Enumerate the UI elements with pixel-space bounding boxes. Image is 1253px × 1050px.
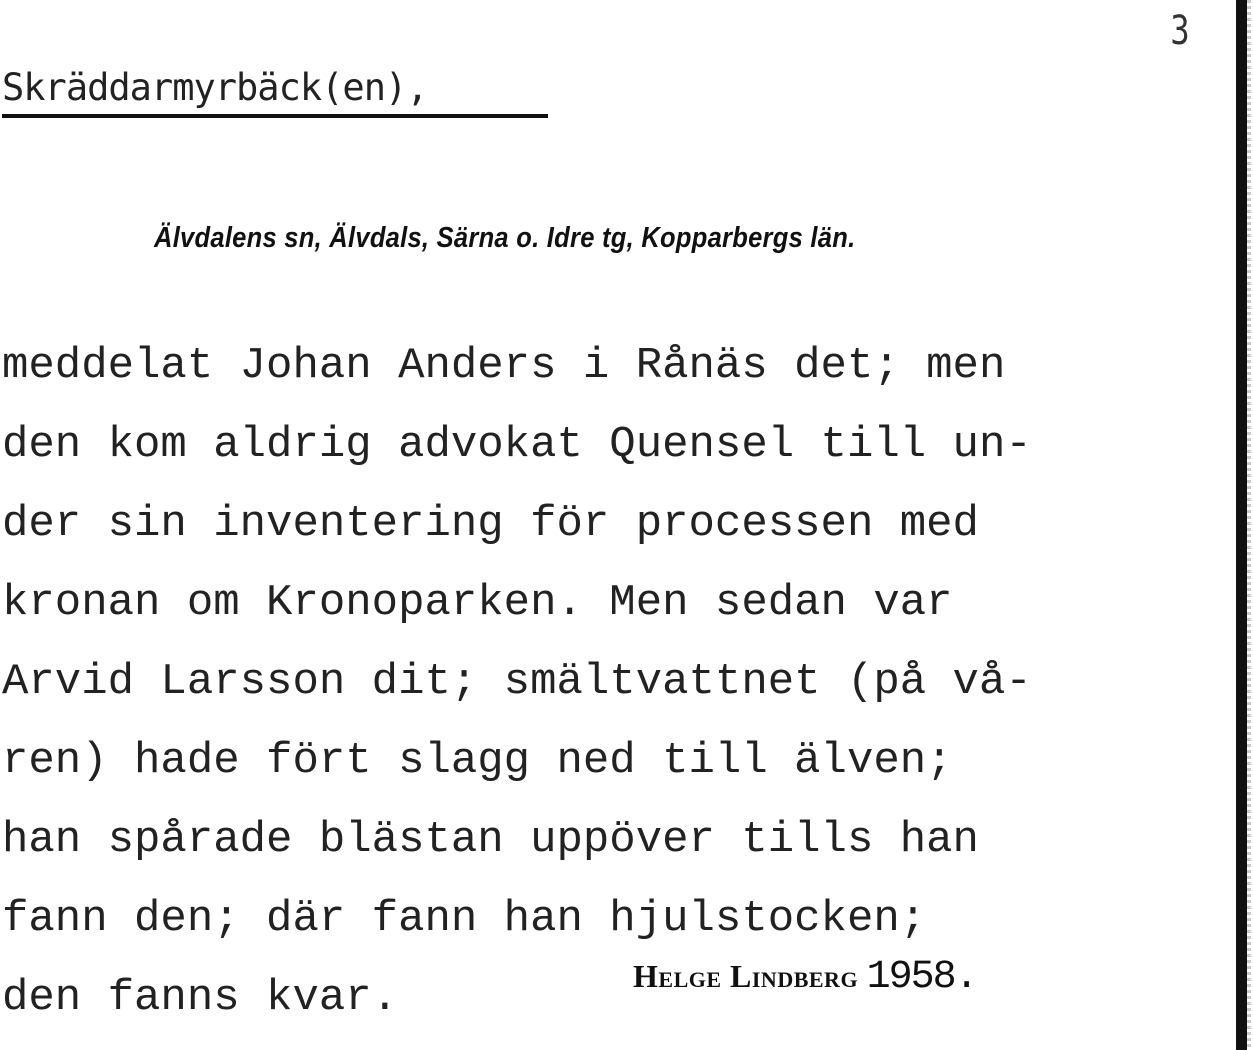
recorder-signature: [633, 955, 977, 1000]
page-number: 3: [1170, 8, 1190, 54]
text-line: Arvid Larsson dit; smältvattnet (på vå-: [2, 657, 1032, 707]
recorder-name: Helge Lindberg: [633, 958, 859, 994]
record-year: 1958.: [866, 955, 977, 1000]
text-line: han spårade blästan uppöver tills han: [2, 815, 979, 865]
card-title: Skräddarmyrbäck(en),: [2, 66, 428, 109]
text-line: den fanns kvar.: [2, 973, 399, 1023]
text-line: meddelat Johan Anders i Rånäs det; men: [2, 341, 1006, 391]
card-edge-shadow: [1247, 0, 1251, 1050]
card-edge: [1236, 0, 1247, 1050]
record-text: [2, 327, 1232, 1038]
text-line: der sin inventering för processen med: [2, 499, 979, 549]
text-line: den kom aldrig advokat Quensel till un-: [2, 420, 1032, 470]
title-underline: [2, 114, 548, 118]
place-stamp: Älvdalens sn, Älvdals, Särna o. Idre tg, Kopparbergs län.: [154, 222, 856, 254]
text-line: fann den; där fann han hjulstocken;: [2, 894, 927, 944]
text-line: ren) hade fört slagg ned till älven;: [2, 736, 953, 786]
text-line: kronan om Kronoparken. Men sedan var: [2, 578, 953, 628]
